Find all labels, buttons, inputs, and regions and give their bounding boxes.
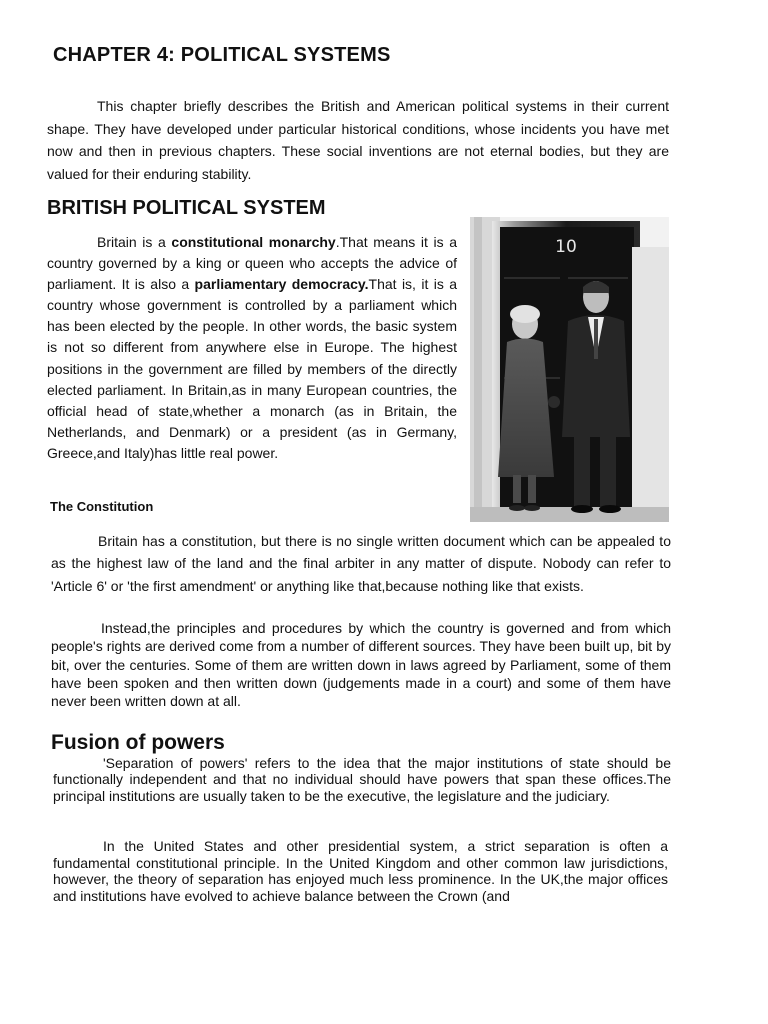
constitution-paragraph-1: Britain has a constitution, but there is no single written document which can be appealed to as the highest law of the land and the final arbiter in any matter of dispute. Nobody can refer to 'Article 6' or 'the first amendment' or anything like that,because nothing like that exists. <box>51 533 671 594</box>
fusion-paragraph-1: 'Separation of powers' refers to the idea that the major institutions of state should be functionally independent and that no individual should have powers that span these offices.The principal institutions are usually taken to be the executive, the legislature and the judiciary. <box>53 755 671 804</box>
section-title-british: BRITISH POLITICAL SYSTEM <box>47 197 326 219</box>
term-constitutional-monarchy: constitutional monarchy <box>171 234 336 250</box>
door-number: 10 <box>555 237 577 257</box>
fusion-paragraph-2: In the United States and other presidential system, a strict separation is often a fundamental constitutional principle. In the United Kingdom and other common law jurisdictions, however, the theory of separation has enjoyed much less prominence. In the UK,the major offices and institutions have evolved to achieve balance between the Crown (and <box>53 838 668 905</box>
downing-street-photo <box>470 217 669 522</box>
term-parliamentary-democracy: parliamentary democracy. <box>194 276 369 293</box>
chapter-title: CHAPTER 4: POLITICAL SYSTEMS <box>53 44 391 66</box>
constitution-paragraph-2: Instead,the principles and procedures by which the country is governed and from which people's rights are derived come from a number of different sources. They have been built up, bit by bit, over the centuries. Some of them are written down in laws agreed by Parliament, some of them have been spoken and then written down (judgements made in a court) and some of them have never been written down at all. <box>51 620 671 710</box>
british-paragraph <box>47 232 457 464</box>
intro-paragraph: This chapter briefly describes the British and American political systems in their current shape. They have developed under particular historical conditions, whose incidents you have met now and then in previous chapters. These social inventions are not eternal bodies, but they are valued for their enduring stability. <box>47 98 669 182</box>
british-text-start: Britain is a <box>97 234 172 250</box>
british-text-rest: That is, it is a country whose government is controlled by a parliament which has been elected by the people. In other words, the basic system is not so different from anywhere else in Europe. The highest positions in the government are filled by members of the directly elected parliament. In Britain,as in many European countries, the official head of state,whether a monarch (as in Britain, the Netherlands, and Denmark) or a president (as in Germany, Greece,and Italy)has little real power. <box>47 276 458 461</box>
subsection-title-constitution: The Constitution <box>50 499 154 514</box>
section-title-fusion: Fusion of powers <box>51 731 225 754</box>
british-text-mid: .That means it is a country governed by a king or queen who accepts the advice of parliament. It is also a <box>47 234 457 293</box>
